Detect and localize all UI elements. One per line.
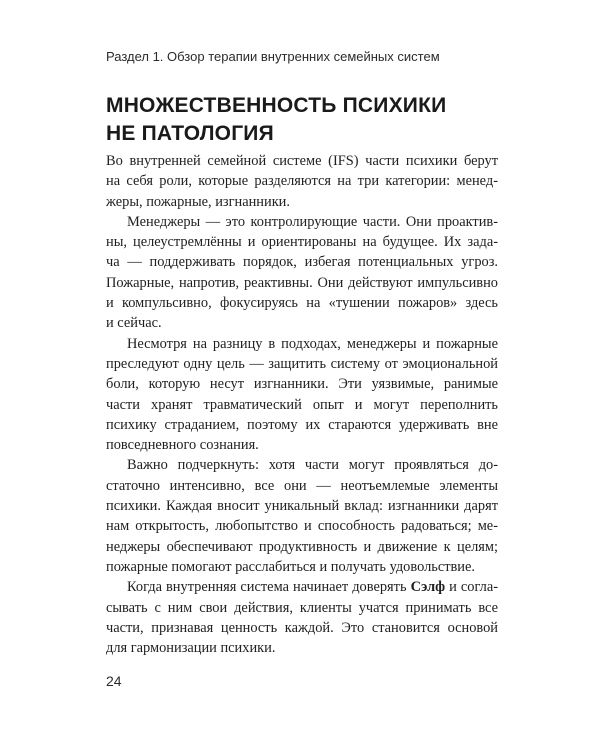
paragraph <box>106 212 498 334</box>
running-head: Раздел 1. Обзор терапии внутренних семейных систем <box>106 49 440 64</box>
text-line: Несмотря на разницу в подходах, менеджеры и пожарные <box>127 335 498 352</box>
text-line: и сейчас. <box>106 315 162 332</box>
text-line: ча — поддерживать порядок, избегая потенциальных угроз. <box>106 254 498 271</box>
paragraph <box>106 455 498 577</box>
text-line: для гармонизации психики. <box>106 640 276 657</box>
text-line: статочно интенсивно, все они — неотъемлемые элементы <box>106 477 498 494</box>
text-line: части хранят травматический опыт и могут переполнить <box>106 396 498 413</box>
text-line: пожарные помогают расслабиться и получать удовольствие. <box>106 558 475 575</box>
text-line: части, признавая ценность каждой. Это становится основой <box>106 619 498 636</box>
text-line: психики. Каждая вносит уникальный вклад: изгнанники дарят <box>106 498 498 515</box>
text-line: Важно подчеркнуть: хотя части могут проявляться до- <box>127 457 498 474</box>
text-line: жеры, пожарные, изгнанники. <box>106 193 290 210</box>
body-text <box>106 151 498 658</box>
text-line: повседневного сознания. <box>106 437 259 454</box>
text-line: преследуют одну цель — защитить систему от эмоциональной <box>106 355 498 372</box>
text-line: Во внутренней семейной системе (IFS) части психики берут <box>106 153 498 169</box>
text-line: сывать с ним свои действия, клиенты учатся принимать все <box>106 599 498 616</box>
chapter-title-line: МНОЖЕСТВЕННОСТЬ ПСИХИКИ <box>106 94 447 117</box>
text-line <box>106 577 498 597</box>
bold-term: Сэлф <box>410 579 446 596</box>
page-number: 24 <box>106 673 122 689</box>
text-line: и компульсивно, фокусируясь на «тушении пожаров» здесь <box>106 295 498 312</box>
text-fragment: Когда внутренняя система начинает доверять <box>127 579 411 596</box>
text-line: неджеры обеспечивают продуктивность и движение к целям; <box>106 538 498 555</box>
text-line: ны, целеустремлённы и ориентированы на будущее. Их зада- <box>106 234 498 251</box>
text-line: Пожарные, напротив, реактивны. Они действуют импульсивно <box>106 274 498 291</box>
text-line: боли, которую несут изгнанники. Эти уязвимые, ранимые <box>106 376 498 393</box>
paragraph <box>106 334 498 456</box>
chapter-title <box>106 92 506 148</box>
paragraph <box>106 577 498 658</box>
text-line: на себя роли, которые разделяются на три категории: менед- <box>106 173 498 190</box>
paragraph <box>106 151 498 212</box>
chapter-title-line: НЕ ПАТОЛОГИЯ <box>106 122 274 145</box>
text-line: нам открытость, любопытство и способность радоваться; ме- <box>106 518 498 535</box>
text-line: психику страданием, поэтому их стараются удерживать вне <box>106 416 498 433</box>
text-fragment: и согла- <box>445 579 499 596</box>
text-line: Менеджеры — это контролирующие части. Они проактив- <box>127 213 498 230</box>
